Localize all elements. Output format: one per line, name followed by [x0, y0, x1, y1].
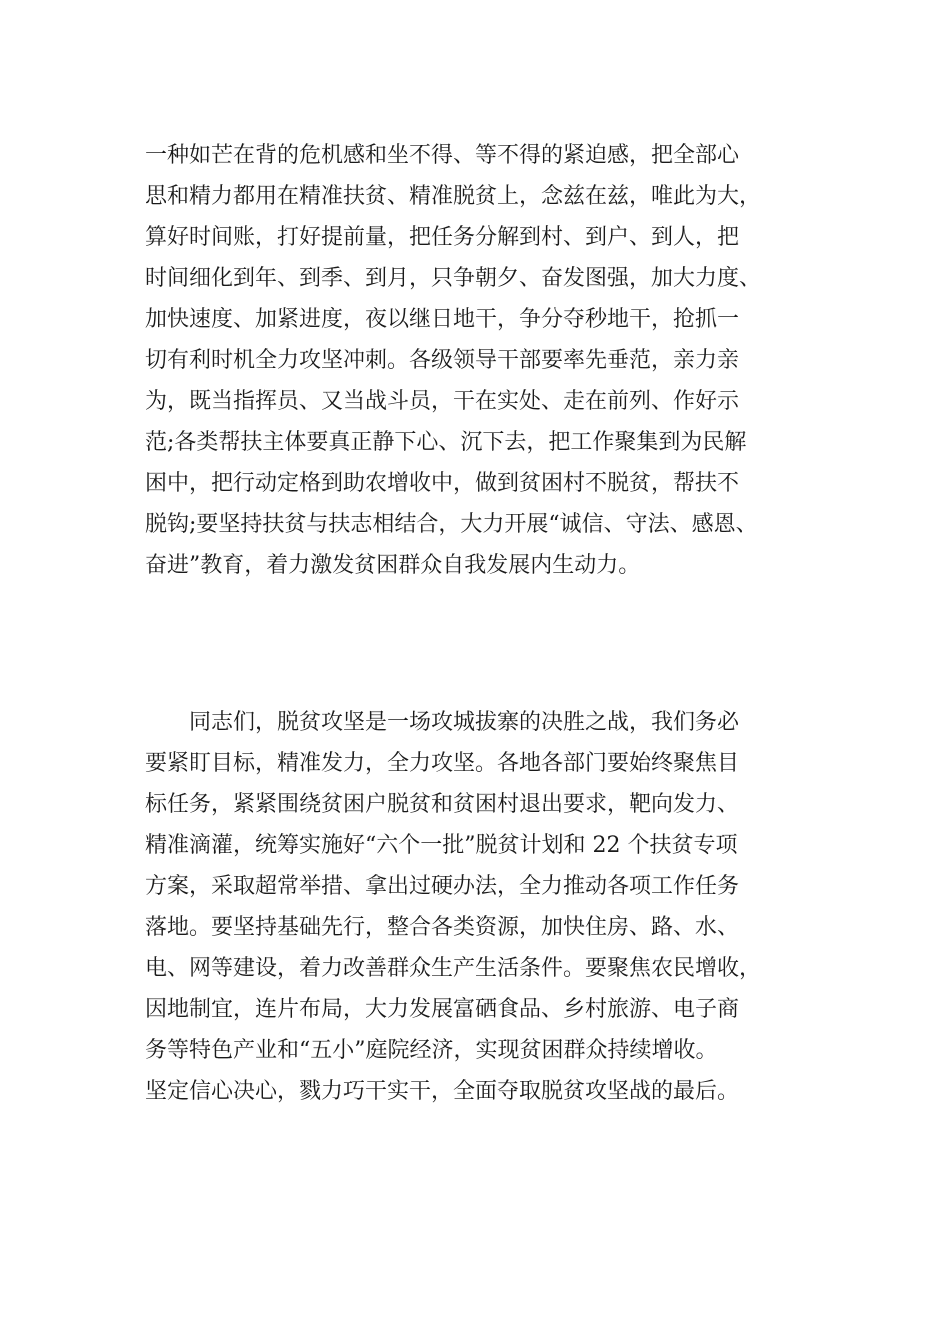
text-line: 要紧盯目标，精准发力，全力攻坚。各地各部门要始终聚焦目 [145, 751, 740, 776]
text-line: 脱钩;要坚持扶贫与扶志相结合，大力开展“诚信、守法、感恩、 [145, 512, 758, 537]
text-line: 坚定信心决心，戮力巧干实干，全面夺取脱贫攻坚战的最后。 [145, 1079, 740, 1104]
text-line: 困中，把行动定格到助农增收中，做到贫困村不脱贫，帮扶不 [145, 471, 740, 496]
text-line: 务等特色产业和“五小”庭院经济，实现贫困群众持续增收。 [145, 1038, 718, 1063]
text-line: 精准滴灌，统筹实施好“六个一批”脱贫计划和 22 个扶贫专项 [145, 833, 738, 858]
text-line: 时间细化到年、到季、到月，只争朝夕、奋发图强，加大力度、 [145, 266, 762, 291]
text-line: 一种如芒在背的危机感和坐不得、等不得的紧迫感，把全部心 [145, 143, 740, 168]
text-line: 思和精力都用在精准扶贫、精准脱贫上，念兹在兹，唯此为大， [145, 184, 762, 209]
text-line: 电、网等建设，着力改善群众生产生活条件。要聚焦农民增收， [145, 956, 762, 981]
text-line: 因地制宜，连片布局，大力发展富硒食品、乡村旅游、电子商 [145, 997, 740, 1022]
paragraph-1 [145, 135, 825, 586]
text-line: 为，既当指挥员、又当战斗员，干在实处、走在前列、作好示 [145, 389, 740, 414]
text-line: 算好时间账，打好提前量，把任务分解到村、到户、到人，把 [145, 225, 740, 250]
paragraph-2 [145, 702, 825, 1112]
text-line: 加快速度、加紧进度，夜以继日地干，争分夺秒地干，抢抓一 [145, 307, 740, 332]
text-line: 切有利时机全力攻坚冲刺。各级领导干部要率先垂范，亲力亲 [145, 348, 740, 373]
text-line: 落地。要坚持基础先行，整合各类资源，加快住房、路、水、 [145, 915, 740, 940]
text-line: 标任务，紧紧围绕贫困户脱贫和贫困村退出要求，靶向发力、 [145, 792, 740, 817]
text-line: 方案，采取超常举措、拿出过硬办法，全力推动各项工作任务 [145, 874, 740, 899]
text-line: 同志们，脱贫攻坚是一场攻城拔寨的决胜之战，我们务必 [145, 710, 740, 735]
text-line: 范;各类帮扶主体要真正静下心、沉下去，把工作聚集到为民解 [145, 430, 747, 455]
text-line: 奋进”教育，着力激发贫困群众自我发展内生动力。 [145, 553, 641, 578]
